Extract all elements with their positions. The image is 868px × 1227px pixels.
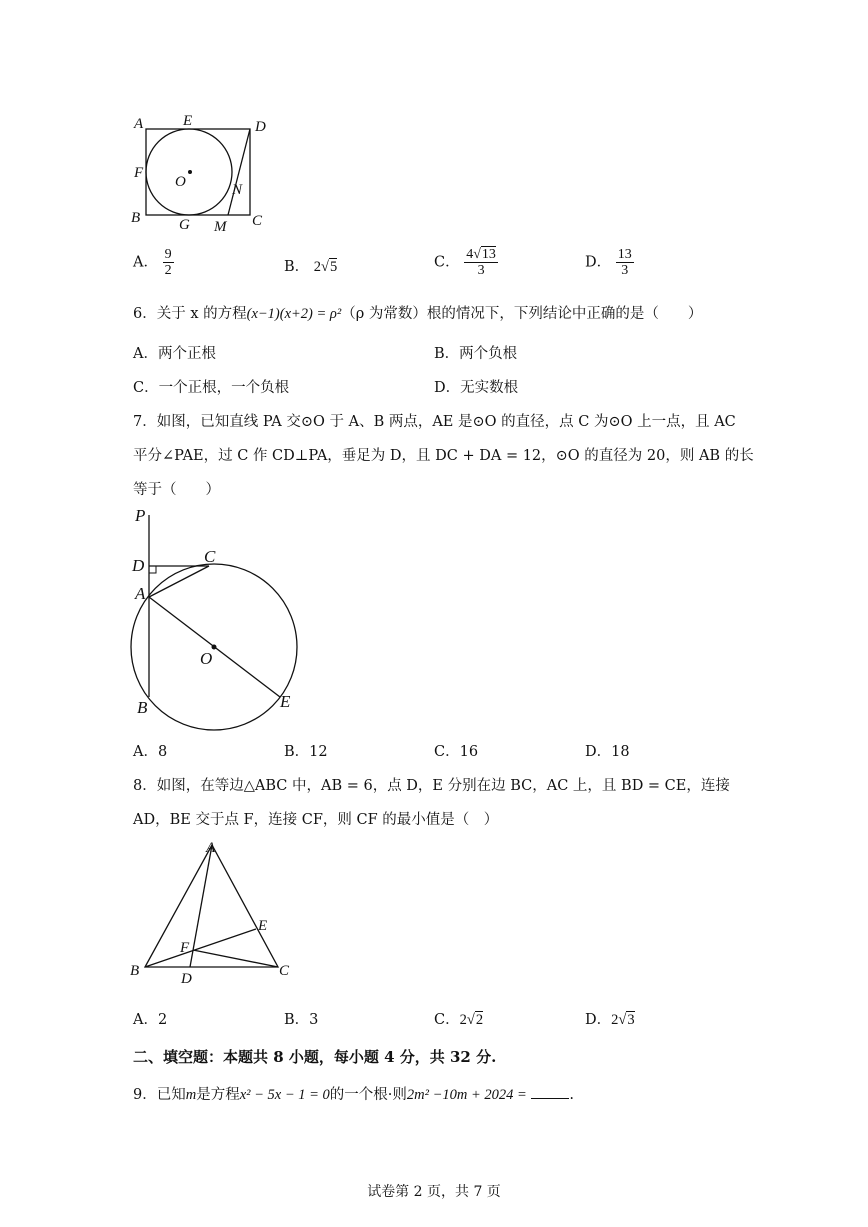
q6-suffix: （ρ 为常数）根的情况下，下列结论中正确的是（ ）: [341, 306, 703, 322]
denominator: 3: [621, 263, 629, 278]
q8-stem-line2: AD，BE 交于点 F，连接 CF，则 CF 的最小值是（ ）: [133, 812, 499, 828]
q6-option-c[interactable]: C．一个正根，一个负根: [133, 380, 290, 396]
label-o: O: [200, 649, 213, 668]
q7-option-c[interactable]: C．16: [434, 744, 479, 760]
label-p: P: [135, 506, 146, 525]
segment-cf: [193, 950, 278, 967]
segment-be: [145, 929, 256, 967]
answer-blank[interactable]: [531, 1086, 569, 1099]
label-g: G: [179, 217, 190, 233]
q8-option-b[interactable]: B．3: [284, 1012, 319, 1028]
label-d: D: [255, 119, 266, 135]
denominator: 3: [477, 263, 485, 278]
q7-stem-line2: 平分∠PAE，过 C 作 CD⊥PA，垂足为 D，且 DC + DA = 12，⊙O 的直径为 20，则 AB 的长: [133, 448, 754, 464]
label-d: D: [181, 971, 192, 987]
option-label: D．: [585, 1012, 612, 1028]
q9-equation: x² − 5x − 1 = 0: [239, 1087, 330, 1103]
q9-mid2: 的一个根·则: [329, 1087, 407, 1103]
radicand: 2: [475, 1012, 484, 1028]
q6-option-a[interactable]: A．两个正根: [133, 346, 216, 362]
label-c: C: [204, 547, 216, 566]
label-c: C: [252, 213, 263, 229]
q6-prefix: 6．关于 x 的方程: [133, 306, 247, 322]
radical-sign: √: [466, 1012, 475, 1028]
option-label: D．: [585, 254, 612, 271]
q8-option-d[interactable]: [585, 1008, 635, 1029]
denominator: 2: [164, 263, 172, 278]
label-e: E: [280, 692, 291, 711]
label-a: A: [206, 840, 216, 856]
section-title: 二、填空题：本题共 8 小题，每小题 4 分，共 32 分.: [133, 1048, 497, 1066]
radicand: 3: [627, 1012, 635, 1028]
coefficient: 2: [611, 1012, 619, 1028]
label-m: M: [214, 219, 227, 235]
q6-option-b[interactable]: B．两个负根: [434, 346, 518, 362]
label-e: E: [258, 918, 268, 934]
q9-stem: [133, 1083, 574, 1104]
q9-expression: 2m² −10m + 2024 =: [406, 1087, 527, 1103]
option-label: B．: [284, 259, 310, 275]
coefficient: 2: [313, 259, 322, 275]
label-b: B: [137, 698, 148, 717]
segment-ad: [190, 845, 212, 967]
option-label: C．: [434, 1012, 460, 1028]
label-d: D: [132, 556, 145, 575]
q7-option-b[interactable]: B．12: [284, 744, 328, 760]
q6-option-d[interactable]: D．无实数根: [434, 380, 519, 396]
page-footer: 试卷第 2 页，共 7 页: [367, 1184, 501, 1200]
q8-option-a[interactable]: A．2: [133, 1012, 168, 1028]
q6-equation: (x−1)(x+2) = ρ²: [246, 306, 342, 322]
label-a: A: [134, 116, 144, 132]
triangle-abc: [145, 845, 278, 967]
numerator: 4√13: [466, 247, 496, 262]
label-f: F: [134, 165, 144, 181]
q7-stem-line3: 等于（ ）: [133, 482, 220, 498]
q9-prefix: 9．已知: [133, 1087, 186, 1103]
q8-option-c[interactable]: [434, 1008, 483, 1029]
option-label: A．: [133, 254, 158, 271]
radical-sign: √: [321, 259, 329, 275]
label-b: B: [131, 210, 141, 226]
coefficient: 4: [466, 247, 474, 262]
label-e: E: [183, 113, 193, 129]
q7-option-a[interactable]: A．8: [133, 744, 168, 760]
q9-mid: 是方程: [196, 1087, 240, 1103]
radicand: 5: [329, 259, 338, 275]
q9-end: .: [569, 1087, 575, 1103]
q8-stem-line1: 8．如图，在等边△ABC 中，AB = 6，点 D，E 分别在边 BC，AC 上，且 BD = CE，连接: [133, 778, 730, 794]
label-n: N: [232, 182, 243, 198]
q9-var: m: [185, 1087, 197, 1103]
label-a: A: [135, 584, 146, 603]
q7-option-d[interactable]: D．18: [585, 744, 630, 760]
label-f: F: [180, 940, 190, 956]
label-c: C: [279, 963, 290, 979]
q7-stem-line1: 7．如图，已知直线 PA 交⊙O 于 A、B 两点，AE 是⊙O 的直径，点 C 为⊙O 上一点，且 AC: [133, 414, 736, 430]
numerator: 9: [164, 247, 172, 262]
numerator: 13: [617, 247, 632, 262]
radicand: 13: [481, 247, 496, 262]
coefficient: 2: [459, 1012, 467, 1028]
radical-sign: √: [618, 1012, 627, 1028]
label-o: O: [175, 174, 186, 190]
option-label: C．: [434, 254, 460, 271]
label-b: B: [130, 963, 140, 979]
